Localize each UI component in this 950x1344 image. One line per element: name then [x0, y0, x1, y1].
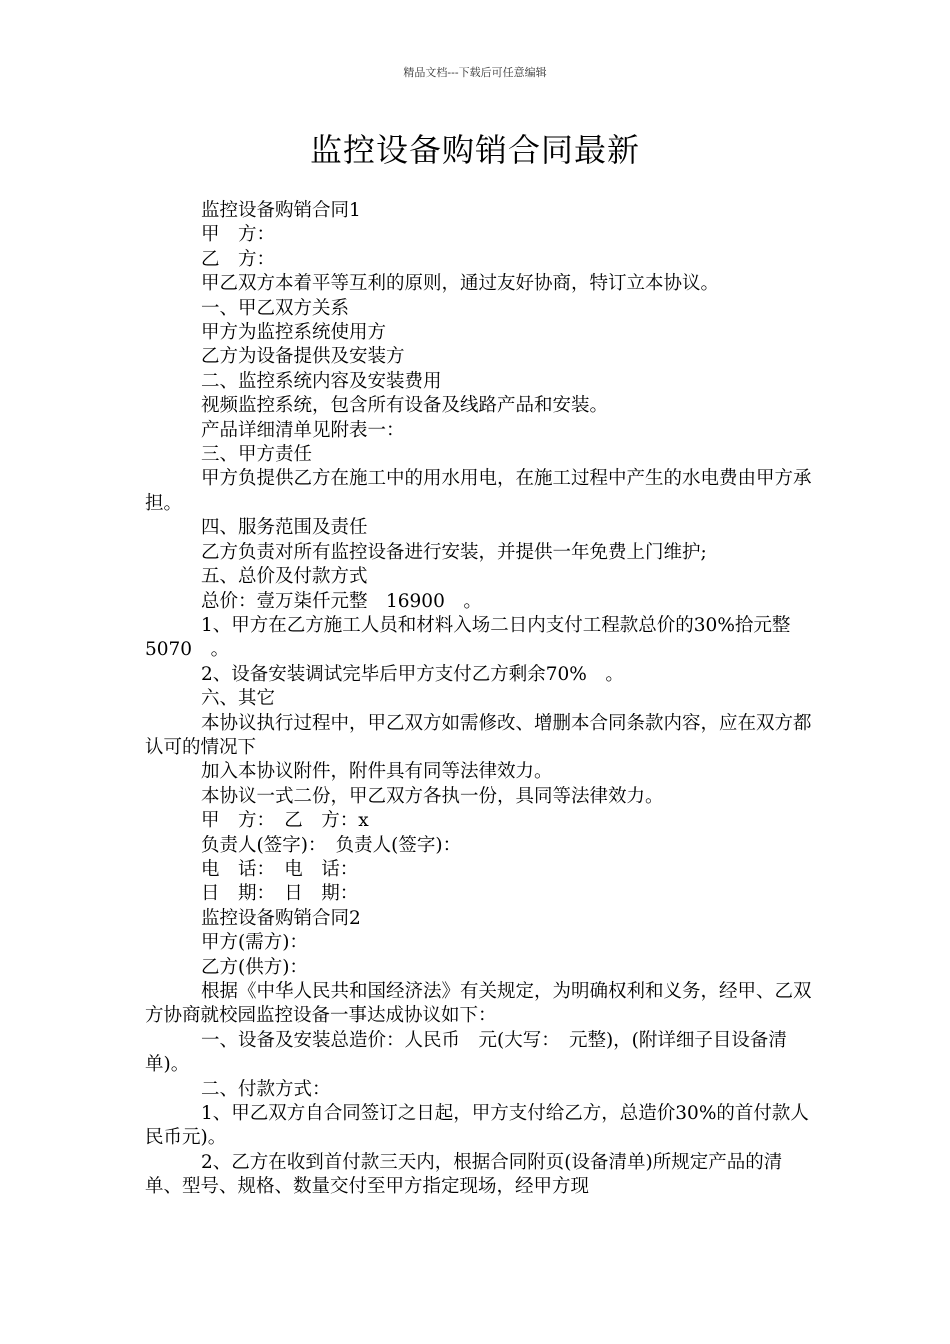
- paragraph: 五、总价及付款方式: [201, 566, 368, 588]
- paragraph: 总价：壹万柒仟元整 16900 。: [201, 590, 482, 612]
- paragraph: 本协议一式二份，甲乙双方各执一份，具同等法律效力。: [201, 785, 664, 807]
- paragraph: 甲乙双方本着平等互利的原则，通过友好协商，特订立本协议。: [201, 273, 720, 295]
- paragraph: 视频监控系统，包含所有设备及线路产品和安装。: [201, 395, 609, 417]
- paragraph: 乙方为设备提供及安装方: [201, 346, 405, 368]
- paragraph: 甲 方：: [201, 224, 276, 246]
- paragraph: 甲 方： 乙 方：x: [201, 810, 369, 832]
- paragraph: 监控设备购销合同2: [201, 907, 361, 929]
- document-title: 监控设备购销合同最新: [309, 131, 640, 169]
- paragraph: 四、服务范围及责任: [201, 517, 368, 539]
- paragraph: 1、甲方在乙方施工人员和材料入场二日内支付工程款总价的30%拾元整 5070 。: [145, 614, 809, 661]
- paragraph: 乙 方：: [201, 248, 276, 270]
- paragraph: 2、乙方在收到首付款三天内，根据合同附页(设备清单)所规定产品的清单、型号、规格、数量交付至甲方指定现场，经甲方现: [145, 1151, 783, 1198]
- paragraph: 电 话： 电 话：: [201, 858, 359, 880]
- paragraph: 产品详细清单见附表一：: [201, 419, 405, 441]
- paragraph: 六、其它: [201, 688, 276, 710]
- paragraph: 一、甲乙双方关系: [201, 297, 350, 319]
- paragraph: 加入本协议附件，附件具有同等法律效力。: [201, 761, 553, 783]
- paragraph: 三、甲方责任: [201, 444, 313, 466]
- paragraph: 负责人(签字)： 负责人(签字)：: [201, 834, 462, 856]
- paragraph: 二、监控系统内容及安装费用: [201, 370, 442, 392]
- paragraph: 1、甲乙双方自合同签订之日起，甲方支付给乙方，总造价30%的首付款人民币元)。: [145, 1103, 809, 1149]
- paragraph: 2、设备安装调试完毕后甲方支付乙方剩余70% 。: [201, 663, 624, 685]
- paragraph: 甲方负提供乙方在施工中的用水用电，在施工过程中产生的水电费由甲方承担。: [145, 468, 812, 514]
- document-body: [145, 199, 817, 1200]
- paragraph: 甲方(需方)：: [201, 932, 308, 954]
- paragraph: 二、付款方式：: [201, 1078, 331, 1100]
- paragraph: 监控设备购销合同1: [201, 200, 361, 221]
- paragraph: 日 期： 日 期：: [201, 883, 359, 905]
- paragraph: 甲方为监控系统使用方: [201, 322, 387, 344]
- paragraph: 乙方(供方)：: [201, 956, 308, 978]
- paragraph: 一、设备及安装总造价：人民币 元(大写： 元整)，(附详细子目设备清单)。: [145, 1029, 787, 1076]
- page-header: 精品文档---下载后可任意编辑: [403, 66, 547, 79]
- paragraph: 本协议执行过程中，甲乙双方如需修改、增删本合同条款内容，应在双方都认可的情况下: [145, 712, 812, 758]
- paragraph: 乙方负责对所有监控设备进行安装，并提供一年免费上门维护;: [201, 541, 707, 563]
- paragraph: 根据《中华人民共和国经济法》有关规定，为明确权利和义务，经甲、乙双方协商就校园监控设备一事达成协议如下：: [145, 981, 812, 1027]
